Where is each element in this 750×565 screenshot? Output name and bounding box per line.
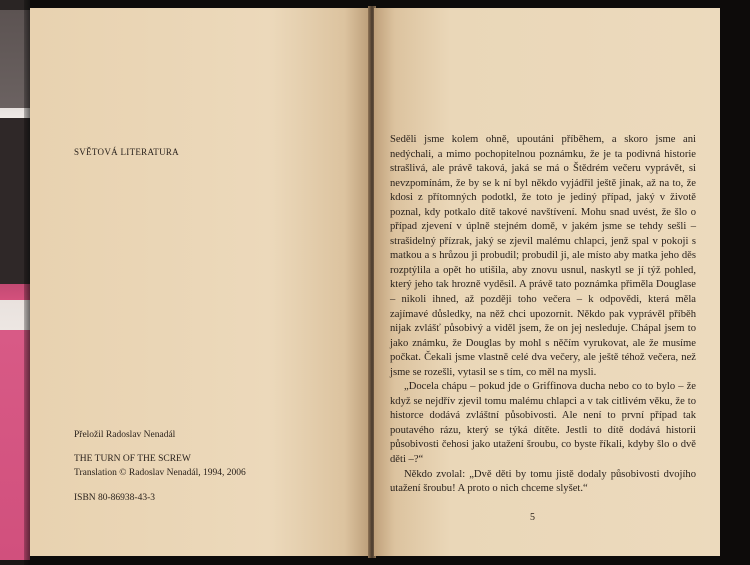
imprint-credits <box>74 428 374 505</box>
background-edge <box>720 6 750 559</box>
paragraph: Seděli jsme kolem ohně, upoutáni příběhem, a skoro jsme ani nedýchali, a mimo pochopitelnou poznámku, že je ta podivná historie strašlivá, ale právě taková, jaká se má o Štědrém večeru vyprávět, si nevzpomínám, že by se k ní byl někdo vyjádřil ještě jinak, až na to, že kdosi z přítomných podotkl, že toto je jediný případ, jaký v životě poznal, kdy potkalo dítě takové navštívení. Mohu snad uvést, že šlo o případ zjevení v úplně stejném domě, v jakém jsme se tehdy sešli – strašidelný přízrak, jaký se zjevil malému chlapci, jenž spal v pokoji s matkou a s hrůzou ji probudil; probudil ji, ale místo aby matka jeho děs rozptýlila a opět ho utišila, aby znovu usnul, naskytl se jí týž pohled, který jeho tak hrozně vyděsil. A právě tato poznámka přiměla Douglase – nikoli ihned, až později toho večera – k odpovědi, která měla zajímavé důsledky, na něž chci upozornit. Někdo pak vyprávěl příběh nijak zvlášť působivý a viděl jsem, že on jej nesleduje. Chápal jsem to jako známku, že Douglas by mohl s něčím vyrukovat, ale že musíme počkat. Čekali jsme vlastně celé dva večery, ale ještě téhož večera, než jsme se rozešli, vytasil se s tím, co měl na mysli. <box>390 134 696 378</box>
translation-copyright: Translation © Radoslav Nenadál, 1994, 2006 <box>74 468 246 479</box>
body-text <box>390 133 696 497</box>
right-page <box>374 8 720 556</box>
series-title: SVĚTOVÁ LITERATURA <box>74 147 179 157</box>
translator-credit: Přeložil Radoslav Nenadál <box>74 430 176 440</box>
paragraph: „Docela chápu – pokud jde o Griffinova ducha nebo co to bylo – že když se nejdřív zjevil tomu malému chlapci a v tak citlivém věku, že to historce dodává zvláštní působivosti. Ale není to první případ tak poutavého rázu, který se týká dítěte. Jestli to dítě dodává historii působivosti čehosi jako utažení šroubu, co byste říkali, kdyby šlo o dvě děti –?“ <box>390 381 696 466</box>
page-number: 5 <box>530 512 535 523</box>
book-spine-edge <box>0 0 30 565</box>
isbn: ISBN 80-86938-43-3 <box>74 492 156 503</box>
original-title: THE TURN OF THE SCREW <box>74 454 191 465</box>
paragraph: Někdo zvolal: „Dvě děti by tomu jistě dodaly působivosti dvojího utažení šroubu! A proto o nich chceme slyšet.“ <box>390 468 696 495</box>
left-page <box>30 8 372 556</box>
